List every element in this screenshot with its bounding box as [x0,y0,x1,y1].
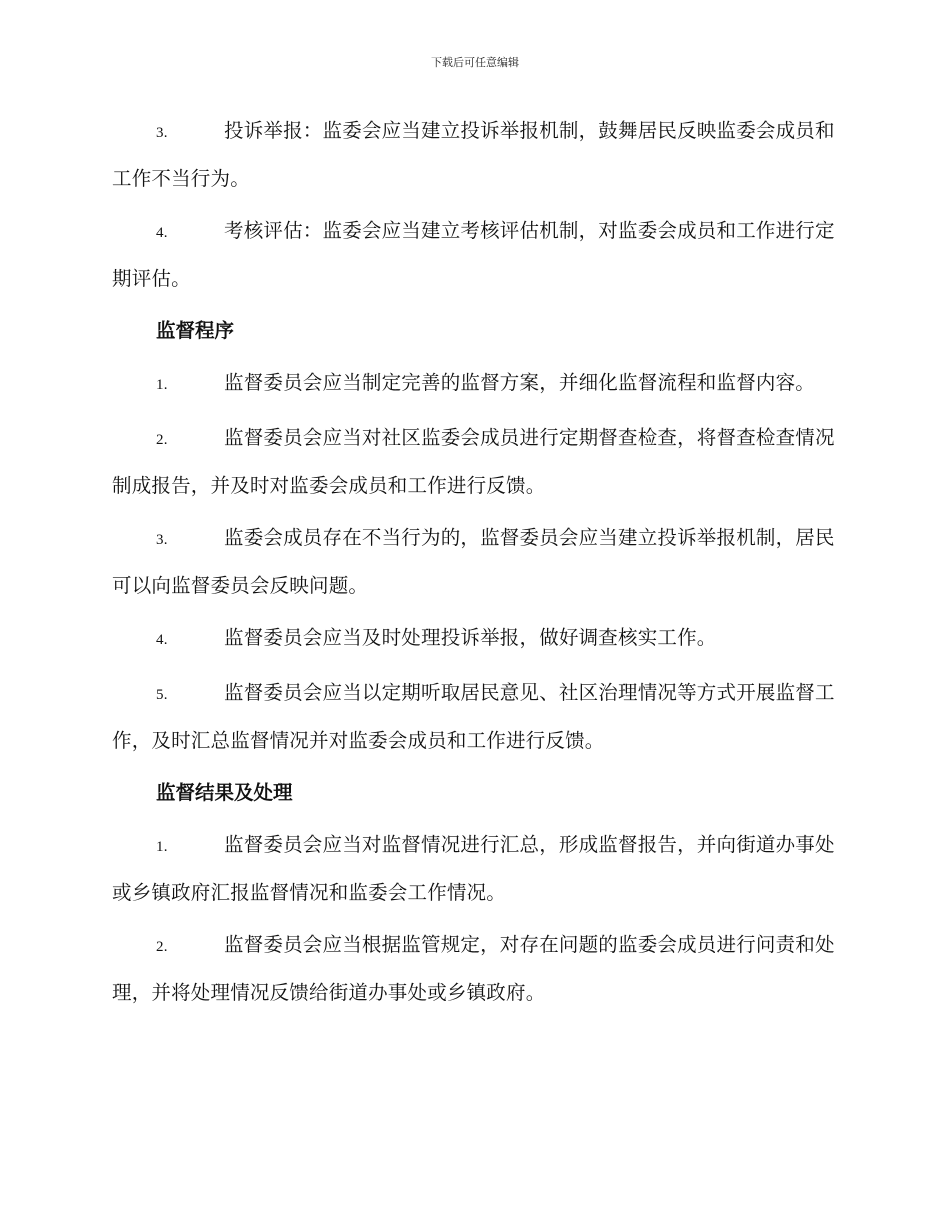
item-number: 4. [156,225,168,241]
item-number: 3. [156,532,168,548]
section-heading-results: 监督结果及处理 [156,781,293,804]
item-number: 4. [156,632,168,648]
list-item [112,670,836,763]
document-body [112,108,836,1022]
item-text: 监督委员会应当制定完善的监督方案，并细化监督流程和监督内容。 [224,371,816,394]
item-number: 2. [156,432,168,448]
list-item [112,615,836,663]
item-text: 监督委员会应当对社区监委会成员进行定期督查检查，将督查检查情况制成报告，并及时对监委会成员和工作进行反馈。 [112,426,835,497]
list-item [112,822,836,915]
list-item [112,208,836,301]
item-text: 监督委员会应当以定期听取居民意见、社区治理情况等方式开展监督工作，及时汇总监督情况并对监委会成员和工作进行反馈。 [112,681,835,752]
item-text: 监督委员会应当及时处理投诉举报，做好调查核实工作。 [224,626,717,649]
list-item [112,415,836,508]
item-number: 2. [156,939,168,955]
list-item [112,515,836,608]
item-text: 投诉举报：监委会应当建立投诉举报机制，鼓舞居民反映监委会成员和工作不当行为。 [112,119,835,190]
item-text: 考核评估：监委会应当建立考核评估机制，对监委会成员和工作进行定期评估。 [112,219,835,290]
section-heading-procedure: 监督程序 [156,319,235,342]
item-text: 监委会成员存在不当行为的，监督委员会应当建立投诉举报机制，居民可以向监督委员会反映问题。 [112,526,835,597]
list-item [112,922,836,1015]
item-number: 1. [156,377,168,393]
item-number: 5. [156,687,168,703]
item-number: 3. [156,125,168,141]
item-text: 监督委员会应当对监督情况进行汇总，形成监督报告，并向街道办事处或乡镇政府汇报监督情况和监委会工作情况。 [112,833,835,904]
page-header: 下载后可任意编辑 [431,56,519,69]
item-number: 1. [156,839,168,855]
list-item [112,360,836,408]
list-item [112,108,836,201]
item-text: 监督委员会应当根据监管规定，对存在问题的监委会成员进行问责和处理，并将处理情况反馈给街道办事处或乡镇政府。 [112,933,835,1004]
